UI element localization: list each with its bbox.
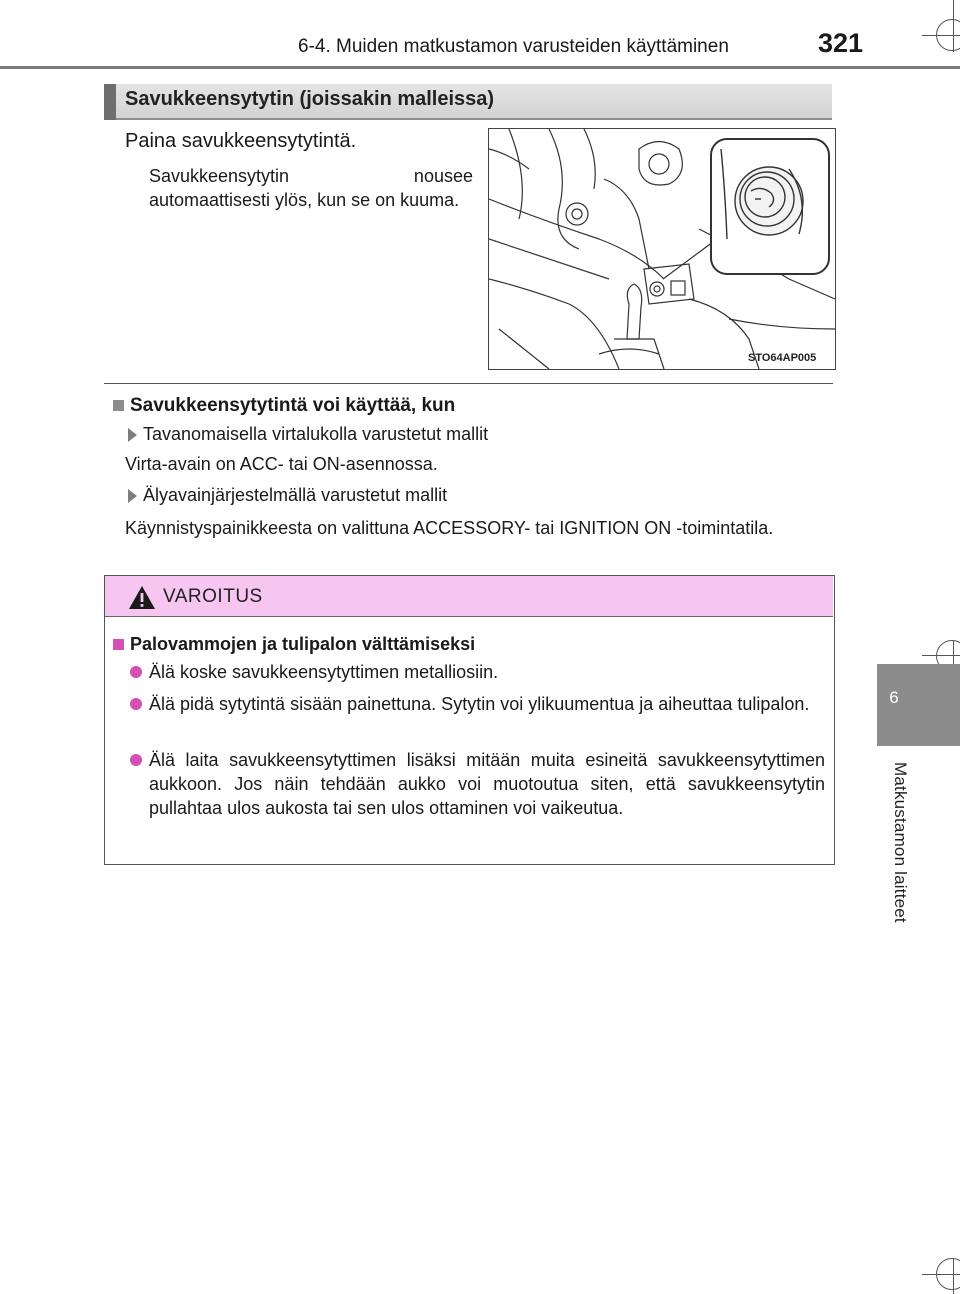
condition-text: Älyavainjärjestelmällä varustetut mallit	[143, 485, 448, 505]
crop-mark	[936, 19, 960, 51]
instruction-note-text: Savukkeensytytin nousee automaattisesti ylös, kun se on kuuma.	[149, 166, 473, 210]
condition-detail: Käynnistyspainikkeesta on valittuna ACCESSORY- tai IGNITION ON -toimintatila.	[125, 518, 774, 538]
warning-item	[130, 692, 825, 716]
warning-item	[130, 660, 825, 684]
chapter-number: 6	[889, 688, 899, 707]
page-number: 321	[818, 28, 864, 58]
warning-item	[130, 748, 825, 820]
triangle-bullet-icon	[128, 428, 137, 442]
warning-subheading-text: Palovammojen ja tulipalon välttämiseksi	[130, 634, 476, 654]
usage-heading	[113, 395, 455, 417]
dashboard-drawing	[489, 129, 835, 369]
bullet-dot-icon	[130, 698, 142, 710]
warning-item-text: Älä koske savukkeensytyttimen metalliosiin.	[149, 662, 499, 682]
chapter-label: Matkustamon laitteet	[891, 762, 910, 923]
separator-rule	[104, 383, 833, 384]
warning-triangle-icon	[128, 585, 156, 615]
warning-item-text: Älä laita savukkeensytyttimen lisäksi mitään muita esineitä savukkeensytyttimen aukkoon. Jos näin tehdään aukko voi muotoutua siten, että savukkeensytytin pullahtaa ulos aukosta tai sen ulos ottaminen voi vaikeutua.	[149, 750, 825, 818]
condition-item	[128, 485, 447, 506]
header-rule	[0, 66, 960, 69]
section-heading-accent	[104, 84, 116, 120]
figure-code: STO64AP005	[748, 352, 817, 364]
usage-heading-text: Savukkeensytytintä voi käyttää, kun	[130, 395, 456, 416]
warning-label: VAROITUS	[163, 586, 263, 607]
lighter-illustration	[488, 128, 836, 370]
crop-mark	[936, 1258, 960, 1290]
condition-detail: Virta-avain on ACC- tai ON-asennossa.	[125, 454, 438, 474]
warning-box	[104, 575, 835, 865]
instruction-note	[149, 164, 473, 212]
condition-item	[128, 424, 488, 445]
warning-item-text: Älä pidä sytytintä sisään painettuna. Sytytin voi ylikuumentua ja aiheuttaa tulipalon.	[149, 694, 810, 714]
bullet-dot-icon	[130, 666, 142, 678]
header-title: 6-4. Muiden matkustamon varusteiden käyttäminen	[298, 36, 729, 57]
square-bullet-icon	[113, 639, 124, 650]
instruction-text: Paina savukkeensytytintä.	[125, 130, 357, 152]
section-title: Savukkeensytytin (joissakin malleissa)	[125, 88, 495, 110]
condition-text: Tavanomaisella virtalukolla varustetut mallit	[143, 424, 489, 444]
bullet-dot-icon	[130, 754, 142, 766]
triangle-bullet-icon	[128, 489, 137, 503]
warning-subheading	[113, 634, 475, 655]
square-bullet-icon	[113, 400, 124, 411]
